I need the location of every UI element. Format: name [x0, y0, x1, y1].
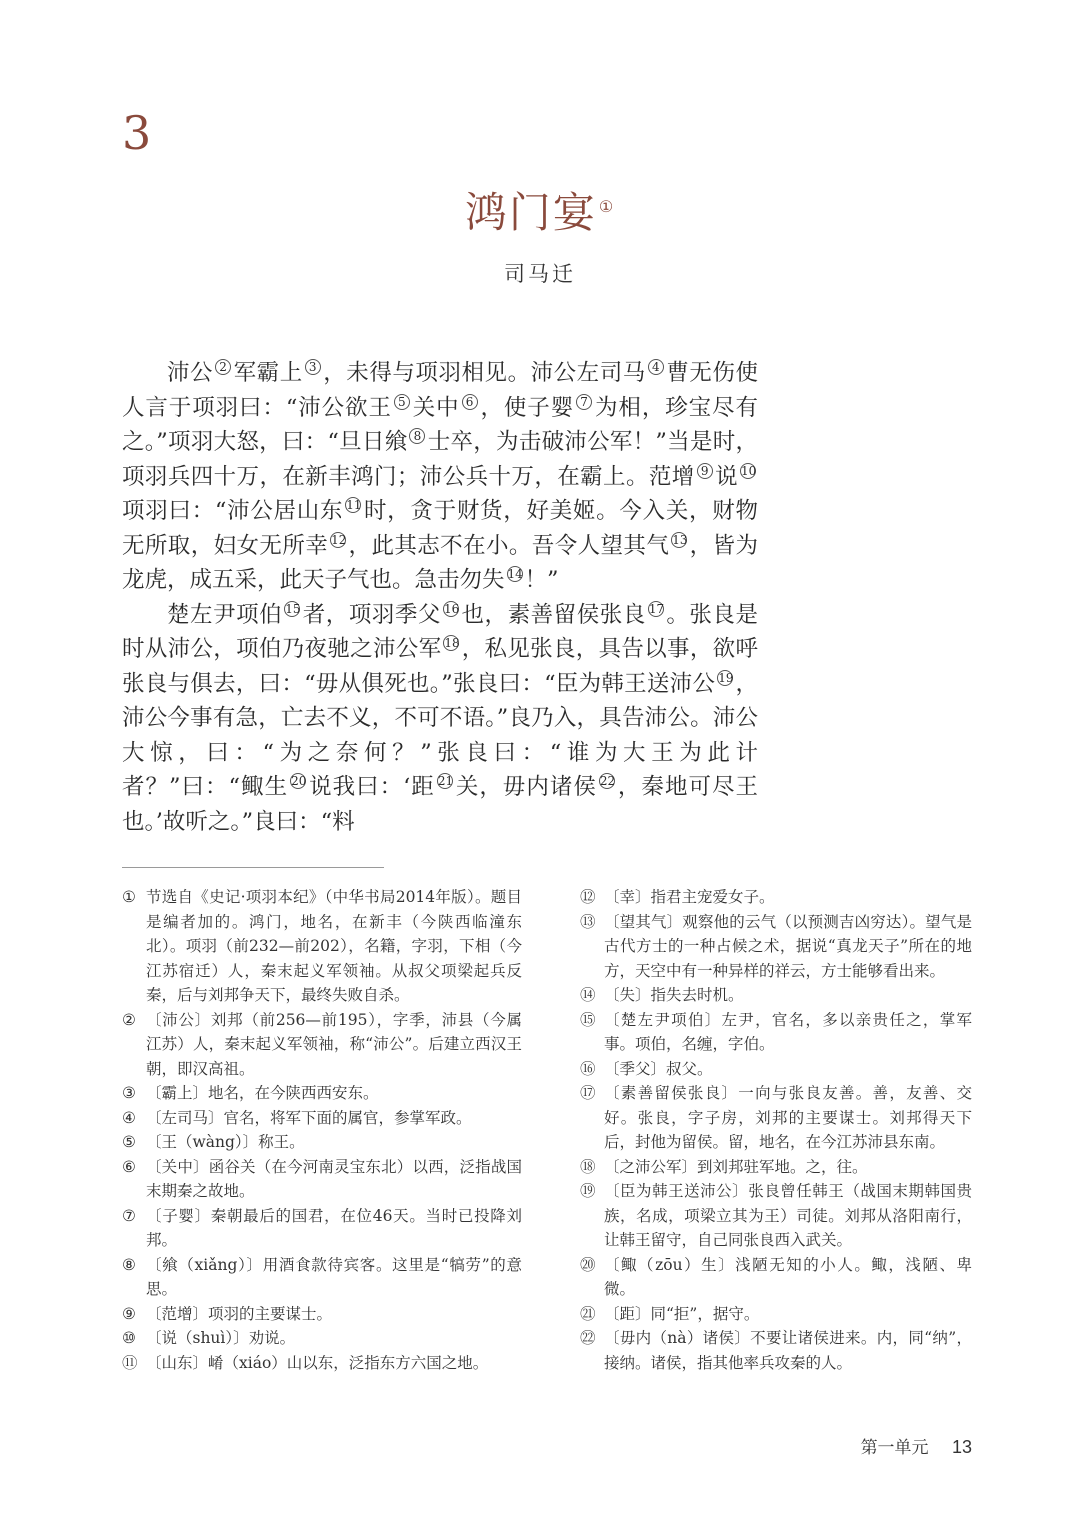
footnote-text: 〔山东〕崤（xiáo）山以东，泛指东方六国之地。: [146, 1353, 489, 1372]
footnote-ref[interactable]: 21: [437, 774, 454, 788]
footnote-ref[interactable]: 2: [215, 359, 231, 375]
footnote-text: 〔之沛公军〕到刘邦驻军地。之，往。: [604, 1157, 868, 1176]
footnote-item: [122, 1204, 522, 1253]
text-run: 楚左尹项伯: [167, 601, 283, 628]
footnote-number: ②: [122, 1010, 136, 1029]
text-run: ，未得与项羽相见。沛公左司马: [322, 360, 646, 386]
footnote-ref[interactable]: 6: [462, 394, 478, 410]
lesson-number: 3: [122, 106, 152, 160]
footnote-number: ⑫: [580, 888, 596, 906]
footnote-text: 〔季父〕叔父。: [604, 1059, 713, 1078]
footnote-ref[interactable]: 12: [331, 532, 347, 547]
text-run: 军霸上: [233, 360, 303, 386]
footnote-number: ⑰: [580, 1084, 596, 1102]
text-run: ，沛公今事有急，亡去不义，不可不语。”良乃入，具告沛公。沛公大惊，曰：“为之奈何？”张良曰：“谁为大王为此计者？”曰：“鲰生: [122, 670, 758, 800]
footnote-item: [122, 1302, 522, 1327]
footnote-ref[interactable]: 16: [443, 601, 460, 616]
footnote-number: ㉒: [580, 1329, 596, 1347]
footnote-ref[interactable]: 11: [346, 498, 362, 512]
text-run: 士卒，为击破沛公军！”当是时，项羽兵四十万，在新丰鸿门；沛公兵十万，在霸上。范增: [122, 429, 758, 490]
footnote-number: ⑭: [580, 986, 596, 1004]
footnote-text: 〔臣为韩王送沛公〕张良曾任韩王（战国末期韩国贵族，名成，项梁立其为王）司徒。刘邦从洛阳南行，让韩王留守，自己同张良西入武关。: [604, 1182, 972, 1249]
text-run: 者，项羽季父: [302, 601, 441, 628]
page-footer: [861, 1433, 972, 1458]
footnote-text: 〔范增〕项羽的主要谋士。: [146, 1304, 333, 1323]
footnote-number: ⑱: [580, 1157, 596, 1176]
text-run: 关中: [411, 394, 460, 421]
footnotes-right-column: [580, 885, 972, 1375]
footnote-number: ⑪: [122, 1353, 138, 1372]
footnote-ref[interactable]: 22: [599, 774, 616, 788]
footnote-item: [122, 1326, 522, 1351]
text-run: ！”: [524, 567, 559, 593]
footnote-item: [122, 1130, 522, 1155]
footnote-number: ⑳: [580, 1255, 596, 1274]
unit-label: 第一单元: [860, 1438, 929, 1458]
footnote-text: 〔毋内（nà）诸侯〕不要让诸侯进来。内，同“纳”，接纳。诸侯，指其他率兵攻秦的人。: [604, 1329, 972, 1372]
footnote-text: 〔霸上〕地名，在今陕西西安东。: [146, 1084, 379, 1102]
footnote-ref[interactable]: 8: [409, 428, 425, 444]
footnote-item: [122, 1106, 522, 1131]
footnote-number: ⑥: [122, 1157, 136, 1176]
footnote-text: 〔沛公〕刘邦（前256—前195），字季，沛县（今属江苏）人，秦末起义军领袖，称“沛公”。后建立西汉王朝，即汉高祖。: [146, 1010, 522, 1078]
page-number: 13: [951, 1437, 972, 1457]
footnote-text: 〔望其气〕观察他的云气（以预测吉凶穷达）。望气是古代方士的一种占候之术，据说“真龙天子”所在的地方，天空中有一种异样的祥云，方士能够看出来。: [604, 912, 972, 980]
text-run: ，秦地可尽王也。’故听之。”良曰：“料: [122, 774, 758, 835]
footnote-item: [580, 1179, 972, 1253]
footnote-item: [580, 910, 972, 984]
title-text: 鸿门宴: [464, 188, 597, 237]
footnote-number: ⑯: [580, 1059, 596, 1078]
footnote-number: ㉑: [580, 1304, 596, 1323]
footnote-text: 〔子婴〕秦朝最后的国君，在位46天。当时已投降刘邦。: [146, 1206, 522, 1249]
footnote-ref[interactable]: 5: [394, 394, 410, 410]
footnote-item: [122, 1155, 522, 1204]
footnote-item: [122, 1253, 522, 1302]
footnote-text: 〔幸〕指君主宠爱女子。: [604, 888, 775, 906]
footnote-text: 〔说（shuì）〕劝说。: [146, 1329, 296, 1347]
footnote-item: [122, 1081, 522, 1106]
footnote-ref[interactable]: 20: [291, 774, 307, 788]
footnote-text: 节选自《史记·项羽本纪》（中华书局2014年版）。题目是编者加的。鸿门，地名，在新丰（今陕西临潼东北）。项羽（前232—前202），名籍，字羽，下相（今江苏宿迁）人，秦末起义军领袖。从叔父项梁起兵反秦，后与刘邦争天下，最终失败自杀。: [146, 888, 522, 1004]
title-footnote-mark: ①: [598, 197, 616, 216]
footnote-text: 〔失〕指失去时机。: [604, 986, 744, 1004]
text-run: 关，毋内诸侯: [454, 774, 597, 800]
footnote-ref[interactable]: 18: [444, 636, 460, 650]
footnote-text: 〔飨（xiǎng）〕用酒食款待宾客。这里是“犒劳”的意思。: [146, 1255, 522, 1298]
text-run: ，使子婴: [479, 394, 575, 421]
footnote-ref[interactable]: 17: [648, 601, 665, 616]
text-run: 项羽曰：“沛公居山东: [122, 498, 344, 524]
footnote-text: 〔关中〕函谷关（在今河南灵宝东北）以西，泛指战国末期秦之故地。: [146, 1157, 522, 1200]
text-run: 说: [714, 463, 738, 490]
text-run: ，皆为龙虎，成五采，此天子气也。急击勿失: [122, 532, 758, 593]
footnote-item: [580, 1008, 972, 1057]
footnote-ref[interactable]: 19: [718, 670, 734, 685]
footnote-ref[interactable]: 15: [285, 601, 301, 616]
footnote-item: [580, 1057, 972, 1082]
footnote-divider: [122, 867, 384, 868]
text-run: 为相，珍宝尽有之。”项羽大怒，曰：“旦日飨: [122, 394, 758, 455]
footnote-number: ①: [122, 888, 136, 906]
footnote-number: ⑨: [122, 1304, 136, 1323]
text-run: 。张良是时从沛公，项伯乃夜驰之沛公军: [122, 601, 758, 662]
footnote-number: ⑮: [580, 1010, 596, 1029]
footnote-item: [580, 885, 972, 910]
footnote-text: 〔王（wàng）〕称王。: [146, 1133, 305, 1151]
text-run: 也，素善留侯张良: [460, 601, 646, 628]
footnote-number: ⑬: [580, 912, 596, 931]
author-name: 司马迁: [504, 262, 576, 286]
footnote-item: [122, 1008, 522, 1082]
footnote-ref[interactable]: 3: [305, 359, 321, 375]
footnote-item: [122, 885, 522, 1008]
footnote-text: 〔素善留侯张良〕一向与张良友善。善，友善、交好。张良，字子房，刘邦的主要谋士。刘邦得天下后，封他为留侯。留，地名，在今江苏沛县东南。: [604, 1084, 972, 1151]
footnote-text: 〔左司马〕官名，将军下面的属官，参掌军政。: [146, 1108, 472, 1127]
body-paragraph: [122, 356, 758, 598]
footnote-ref[interactable]: 13: [672, 532, 688, 547]
footnote-number: ⑧: [122, 1255, 136, 1274]
footnote-number: ⑤: [122, 1133, 136, 1151]
footnote-item: [580, 1253, 972, 1302]
footnote-ref[interactable]: 4: [648, 359, 664, 375]
footnote-ref[interactable]: 9: [697, 463, 713, 479]
footnote-text: 〔楚左尹项伯〕左尹，官名，多以亲贵任之，掌军事。项伯，名缠，字伯。: [604, 1010, 972, 1053]
footnote-item: [580, 1081, 972, 1155]
footnote-item: [580, 1155, 972, 1180]
footnotes-left-column: [122, 885, 522, 1375]
footnote-number: ③: [122, 1084, 136, 1102]
footnote-ref[interactable]: 7: [576, 394, 592, 410]
body-paragraph: [122, 598, 758, 840]
footnote-text: 〔鲰（zōu）生〕浅陋无知的小人。鲰，浅陋、卑微。: [604, 1255, 972, 1298]
footnote-ref[interactable]: 14: [507, 567, 523, 581]
text-run: 时，贪于财货，好美姬。今入关，财物无所取，妇女无所幸: [122, 498, 758, 559]
text-run: 沛公: [167, 360, 214, 386]
text-run: 曹无伤使人言于项羽曰：“沛公欲王: [122, 360, 758, 421]
page-title: [0, 180, 1080, 240]
text-run: ，私见张良，具告以事，欲呼张良与俱去，曰：“毋从俱死也。”张良曰：“臣为韩王送沛公: [122, 636, 758, 697]
footnote-item: [122, 1351, 522, 1376]
footnote-ref[interactable]: 10: [741, 463, 757, 478]
footnote-item: [580, 983, 972, 1008]
footnote-number: ④: [122, 1108, 136, 1127]
text-run: ，此其志不在小。吾令人望其气: [348, 532, 670, 559]
footnote-item: [580, 1302, 972, 1327]
footnote-item: [580, 1326, 972, 1375]
footnote-number: ⑦: [122, 1206, 136, 1225]
text-run: 说我曰：‘距: [308, 774, 435, 800]
main-text: [122, 356, 758, 839]
footnote-number: ⑩: [122, 1329, 136, 1347]
footnote-text: 〔距〕同“拒”，据守。: [604, 1304, 760, 1323]
footnote-number: ⑲: [580, 1182, 596, 1200]
